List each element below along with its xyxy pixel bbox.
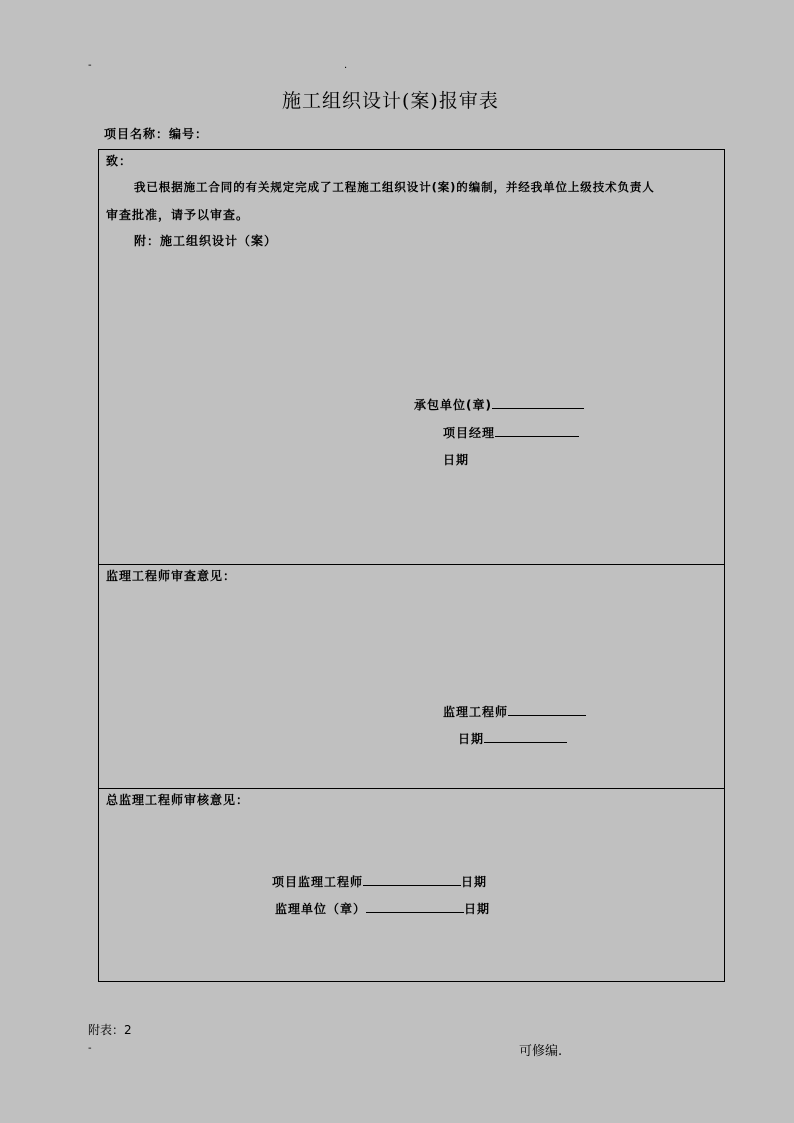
project-info-line: 项目名称：编号： xyxy=(104,127,209,141)
project-manager-field xyxy=(443,424,579,441)
project-manager-blank[interactable] xyxy=(495,424,579,437)
contractor-blank[interactable] xyxy=(492,396,584,409)
editable-note: 可修编. xyxy=(519,1044,563,1059)
submission-text-line-1: 我已根据施工合同的有关规定完成了工程施工组织设计(案)的编制，并经我单位上级技术负责人 xyxy=(134,180,655,194)
supervising-engineer-label: 监理工程师 xyxy=(443,705,509,719)
project-engineer-field xyxy=(272,873,487,890)
supervision-unit-label: 监理单位（章） xyxy=(275,902,367,916)
project-engineer-label: 项目监理工程师 xyxy=(272,875,364,889)
project-engineer-blank[interactable] xyxy=(363,873,461,886)
supervising-engineer-blank[interactable] xyxy=(508,703,586,716)
section2-date-blank[interactable] xyxy=(484,730,567,743)
submission-text-line-2: 审查批准，请予以审查。 xyxy=(106,208,250,222)
corner-mark-top-left: - xyxy=(88,60,92,71)
section2-date-field xyxy=(458,730,567,747)
project-manager-label: 项目经理 xyxy=(443,426,496,440)
attached-table-number: 附表：2 xyxy=(88,1023,132,1037)
addressee-label: 致： xyxy=(106,154,133,168)
approval-form-frame xyxy=(98,149,725,982)
supervision-unit-field xyxy=(275,900,490,917)
section-divider-2 xyxy=(98,788,724,789)
engineer-review-heading: 监理工程师审查意见： xyxy=(106,569,237,583)
contractor-label: 承包单位(章) xyxy=(414,398,492,412)
contractor-signature-field xyxy=(414,396,584,413)
section2-date-label: 日期 xyxy=(458,732,485,746)
section1-date-label: 日期 xyxy=(443,453,470,467)
corner-mark-bottom-left: - xyxy=(88,1043,92,1054)
supervision-unit-blank[interactable] xyxy=(366,900,464,913)
section3-date-label-2: 日期 xyxy=(464,902,491,916)
page-title: 施工组织设计(案)报审表 xyxy=(282,90,499,112)
supervising-engineer-field xyxy=(443,703,586,720)
section3-date-label-1: 日期 xyxy=(461,875,488,889)
corner-mark-top-center: . xyxy=(344,60,348,71)
attachment-label: 附：施工组织设计（案） xyxy=(134,234,278,248)
chief-engineer-review-heading: 总监理工程师审核意见： xyxy=(106,793,250,807)
section-divider-1 xyxy=(98,564,724,565)
